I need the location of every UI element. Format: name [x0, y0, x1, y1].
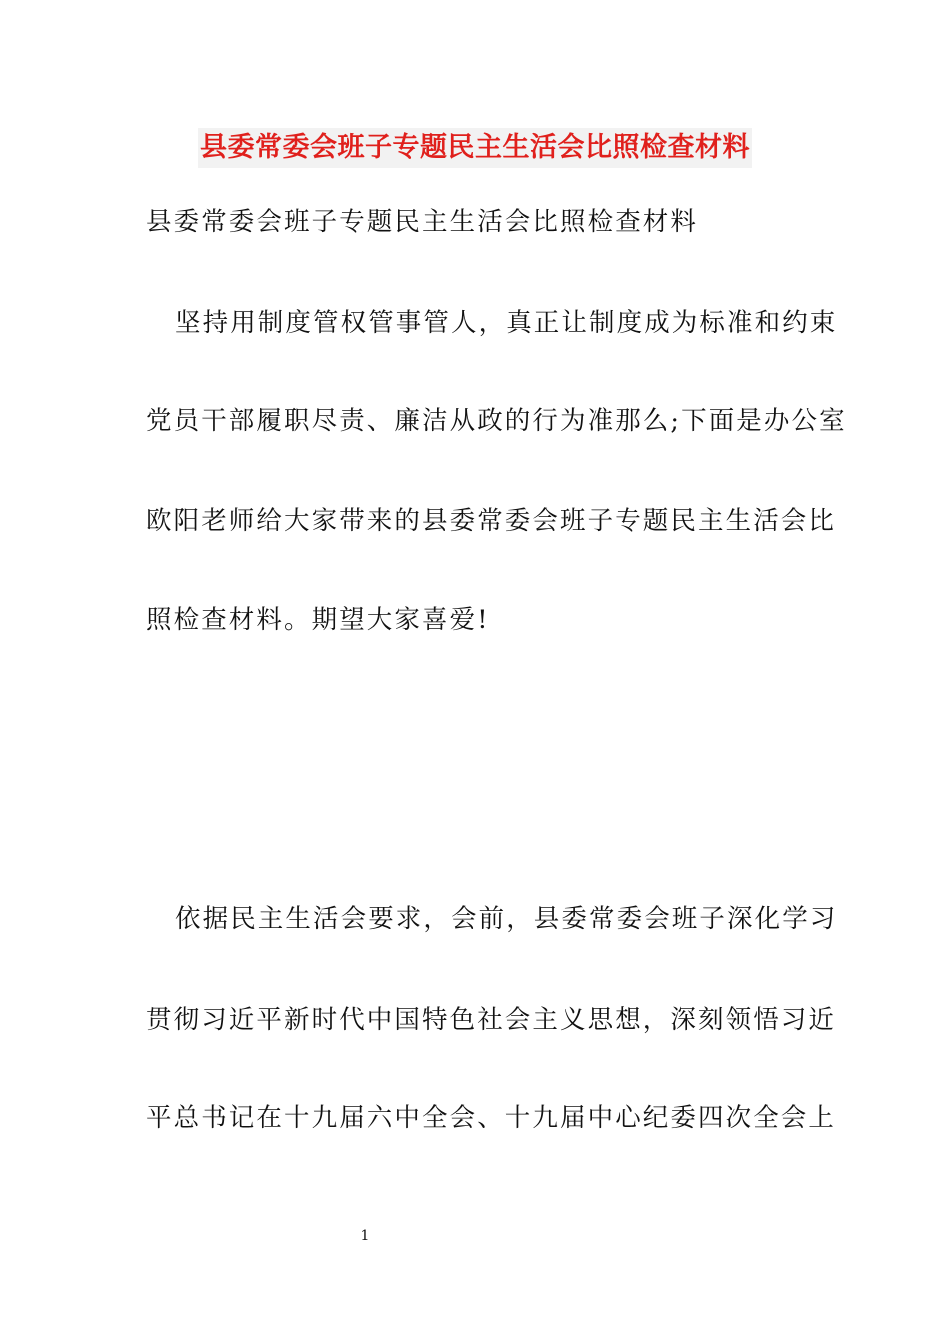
paragraph-1-line-1: 坚持用制度管权管事管人，真正让制度成为标准和约束: [175, 308, 838, 338]
paragraph-2-line-1: 依据民主生活会要求，会前，县委常委会班子深化学习: [175, 904, 838, 934]
paragraph-1-line-4: 照检查材料。期望大家喜爱!: [146, 605, 490, 635]
paragraph-1-line-3: 欧阳老师给大家带来的县委常委会班子专题民主生活会比: [146, 506, 837, 536]
paragraph-1-line-2: 党员干部履职尽责、廉洁从政的行为准那么;下面是办公室: [146, 406, 847, 436]
document-subtitle: 县委常委会班子专题民主生活会比照检查材料: [146, 207, 699, 237]
document-title: 县委常委会班子专题民主生活会比照检查材料: [198, 128, 752, 168]
paragraph-2-line-3: 平总书记在十九届六中全会、十九届中心纪委四次全会上: [146, 1103, 837, 1133]
page-number: 1: [360, 1228, 370, 1244]
title-container: [0, 128, 950, 168]
paragraph-2-line-2: 贯彻习近平新时代中国特色社会主义思想，深刻领悟习近: [146, 1005, 837, 1035]
